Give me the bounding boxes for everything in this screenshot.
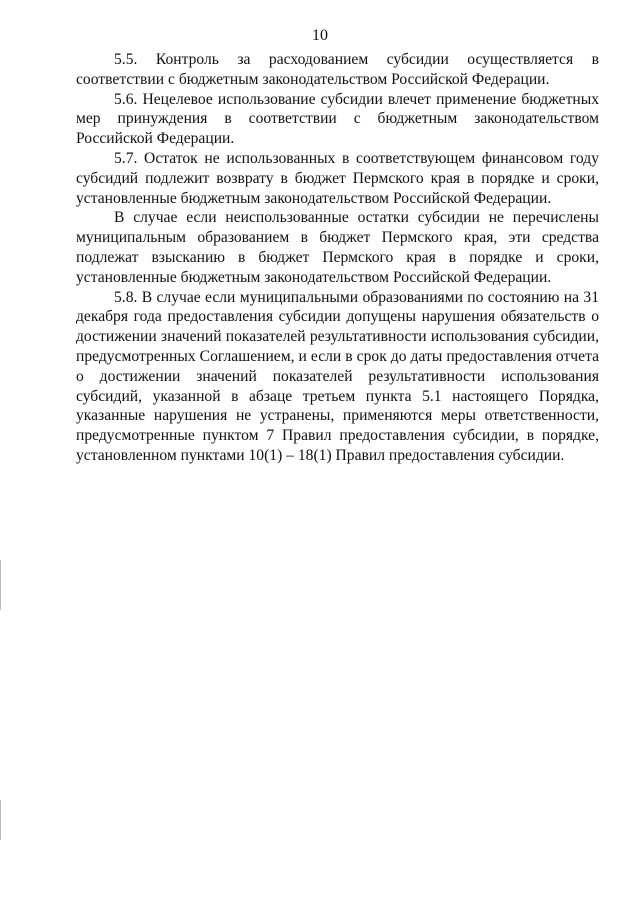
document-body xyxy=(76,50,599,466)
paragraph-5-6: 5.6. Нецелевое использование субсидии влечет применение бюджетных мер принуждения в соответствии с бюджетным законодательством Российской Федерации. xyxy=(76,90,599,148)
paragraph-5-7: 5.7. Остаток не использованных в соответствующем финансовом году субсидий подлежит возврату в бюджет Пермского края в порядке и сроки, установленные бюджетным законодательством Российской Федерации. xyxy=(76,149,599,207)
paragraph-5-8: 5.8. В случае если муниципальными образованиями по состоянию на 31 декабря года предоставления субсидии допущены нарушения обязательств о достижении значений показателей результативности использования субсидии, предусмотренных Соглашением, и если в срок до даты предоставления отчета о достижении значений показателей результативности использования субсидий, указанной в абзаце третьем пункта 5.1 настоящего Порядка, указанные нарушения не устранены, применяются меры ответственности, предусмотренные пунктом 7 Правил предоставления субсидии, в порядке, установленном пунктами 10(1) – 18(1) Правил предоставления субсидии. xyxy=(76,288,599,464)
page-number: 10 xyxy=(312,27,328,44)
scan-margin-mark xyxy=(0,560,1,610)
paragraph-5-7-continued: В случае если неиспользованные остатки субсидии не перечислены муниципальным образованием в бюджет Пермского края, эти средства подлежат взысканию в бюджет Пермского края в порядке и сроки, установленные бюджетным законодательством Российской Федерации. xyxy=(76,209,599,286)
paragraph-5-5: 5.5. Контроль за расходованием субсидии осуществляется в соответствии с бюджетным законодательством Российской Федерации. xyxy=(76,51,599,88)
scan-margin-mark xyxy=(0,800,1,840)
